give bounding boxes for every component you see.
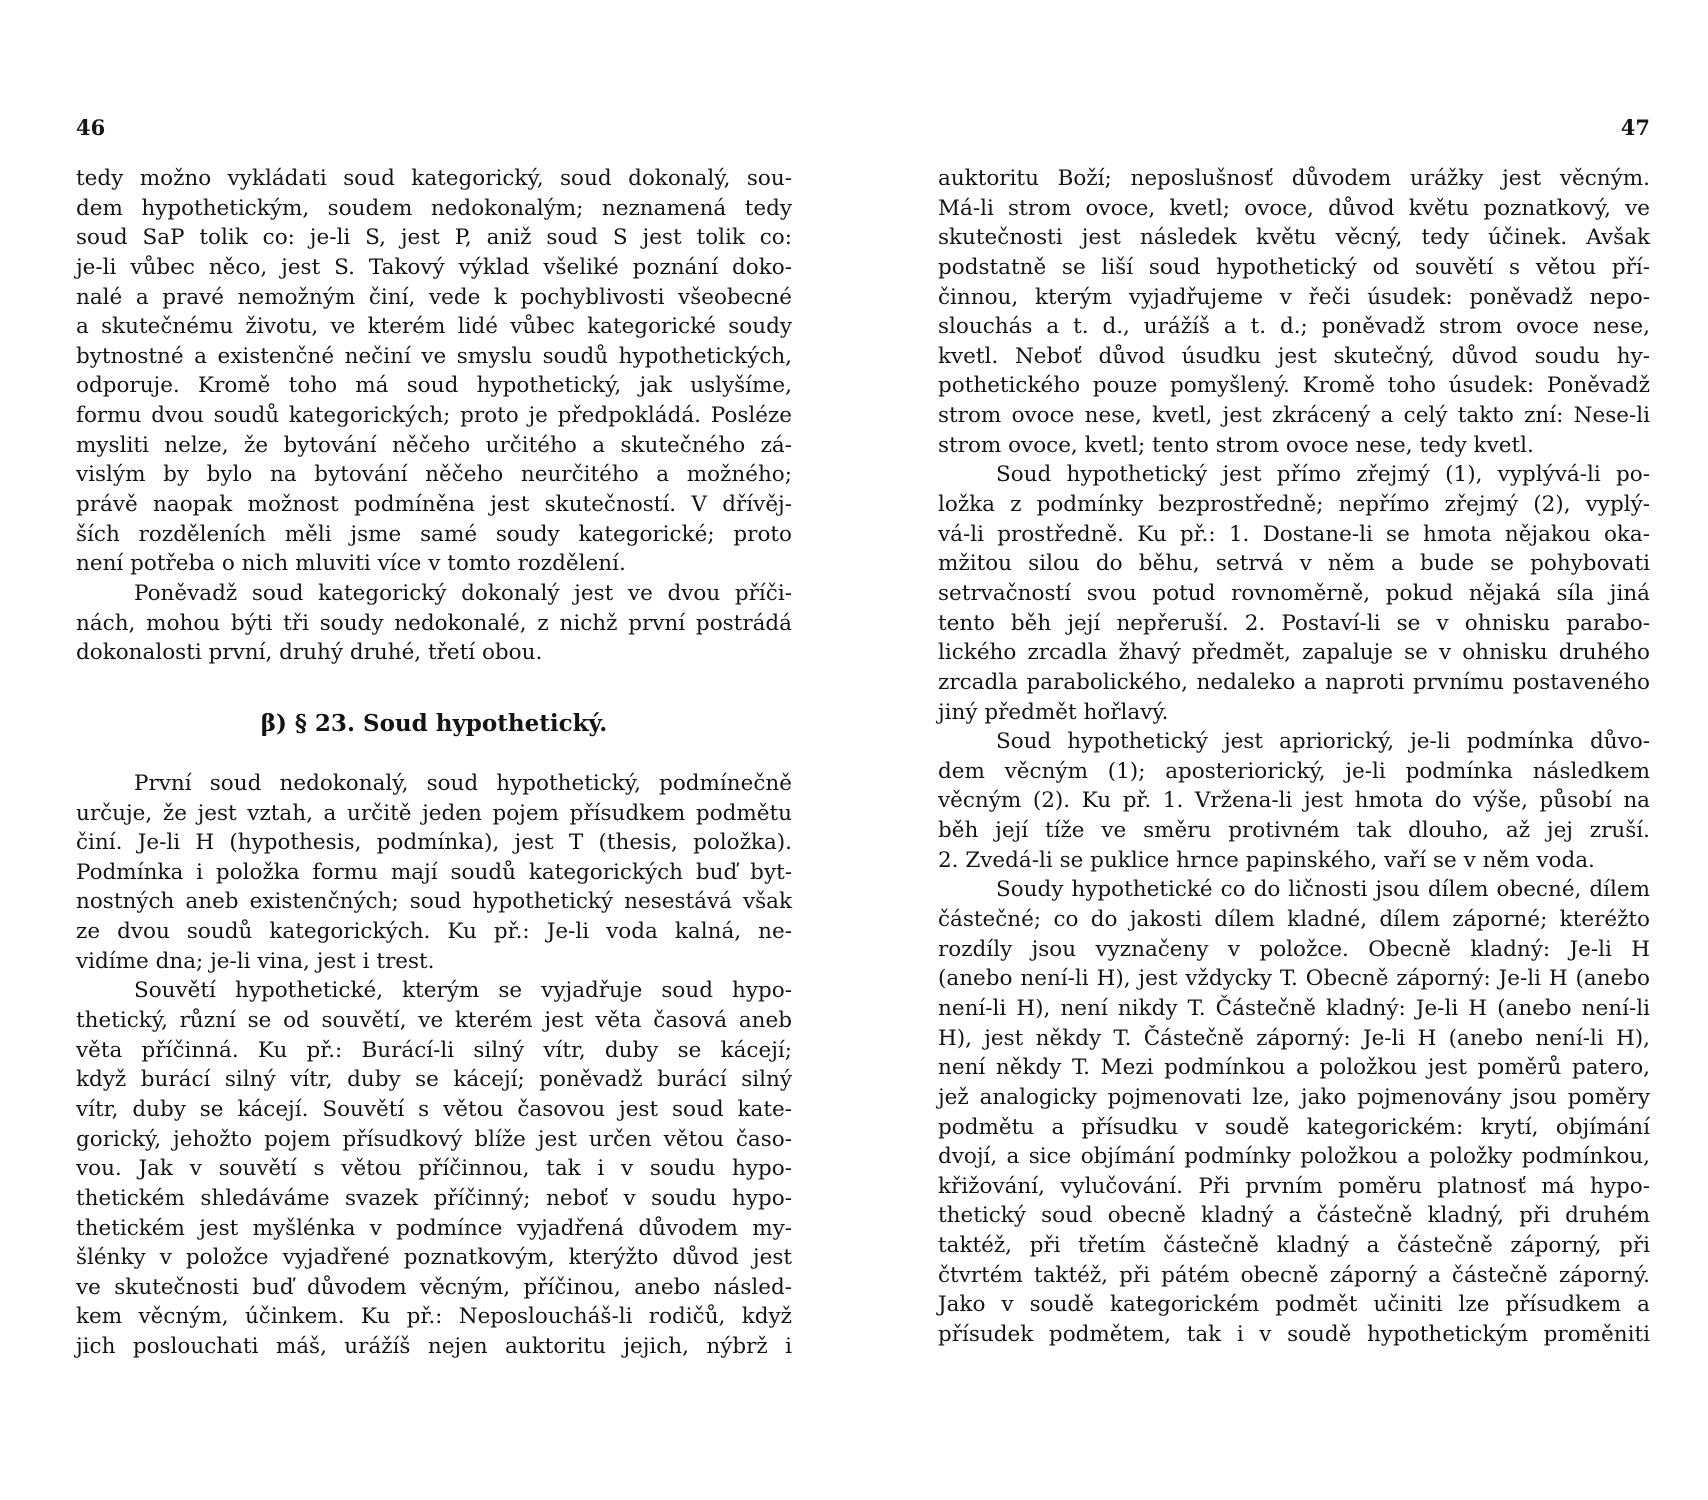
text-line: pothetického pouze pomyšlený. Kromě toho úsudek: Poněvadž (938, 373, 1650, 399)
text-line: dem věcným (1); aposteriorický, je-li podmínka následkem (938, 758, 1650, 784)
text-line: nostných aneb existenčných; soud hypothetický nesestává však (76, 889, 792, 915)
text-line: přísudek podmětem, tak i v soudě hypothetickým proměniti (938, 1321, 1650, 1347)
text-line: Podmínka i položka formu mají soudů kategorických buď byt- (76, 859, 792, 885)
text-line: 2. Zvedá-li se puklice hrnce papinského, vaří se v něm voda. (938, 847, 1595, 873)
paragraph (76, 769, 792, 976)
text-line: činnou, kterým vyjadřujeme v řeči úsudek: poněvadž nepo- (938, 284, 1650, 310)
text-line: bytnostné a existenčné nečiní ve smyslu soudů hypothetických, (76, 343, 792, 369)
text-line: thetickém shledáváme svazek příčinný; neboť v soudu hypo- (76, 1185, 792, 1211)
text-line: ve skutečnosti buď důvodem věcným, příčinou, anebo násled- (76, 1274, 792, 1300)
text-line: Má-li strom ovoce, kvetl; ovoce, důvod květu poznatkový, ve (938, 195, 1650, 221)
text-line: není potřeba o nich mluviti více v tomto rozdělení. (76, 551, 626, 577)
text-line: Soudy hypothetické co do ličnosti jsou dílem obecné, dílem (996, 877, 1650, 903)
text-line: určuje, že jest vztah, a určitě jeden pojem přísudkem podmětu (76, 800, 792, 826)
text-line: taktéž, při třetím částečně kladný a částečně záporný, při (938, 1233, 1650, 1259)
text-line: podstatně se liší soud hypothetický od souvětí s větou pří- (938, 254, 1650, 280)
paragraph (76, 579, 792, 668)
text-line: formu dvou soudů kategorických; proto je předpokládá. Posléze (76, 403, 792, 429)
text-line: křižování, vylučování. Při prvním poměru platnosť má hypo- (938, 1173, 1650, 1199)
text-line: skutečnosti jest následek květu věcný, tedy účinek. Avšak (938, 225, 1650, 251)
text-line: Souvětí hypothetické, kterým se vyjadřuje soud hypo- (134, 978, 792, 1004)
text-line: dokonalosti první, druhý druhé, třetí obou. (76, 640, 543, 666)
text-line: čtvrtém taktéž, při pátém obecně záporný a částečně záporný. (938, 1262, 1650, 1288)
text-line: Poněvadž soud kategorický dokonalý jest ve dvou příči- (134, 580, 792, 606)
text-line: vou. Jak v souvětí s větou příčinnou, tak i v soudu hypo- (76, 1156, 792, 1182)
text-line: První soud nedokonalý, soud hypothetický, podmínečně (134, 770, 792, 796)
text-line: dem hypothetickým, soudem nedokonalým; neznamená tedy (76, 195, 792, 221)
left-page (76, 0, 792, 1500)
text-line: Jako v soudě kategorickém podmět učiniti lze přísudkem a (938, 1292, 1650, 1318)
text-line: thetický soud obecně kladný a částečně kladný, při druhém (938, 1203, 1650, 1229)
text-line: ších rozděleních měli jsme samé soudy kategorické; proto (76, 521, 792, 547)
text-line: Soud hypothetický jest přímo zřejmý (1), vyplývá-li po- (996, 462, 1650, 488)
text-line: není někdy T. Mezi podmínkou a položkou jest poměrů patero, (938, 1055, 1650, 1081)
text-line: thetický, různí se od souvětí, ve kterém jest věta časová aneb (76, 1008, 792, 1034)
text-line: vítr, duby se kácejí. Souvětí s větou časovou jest soud kate- (76, 1096, 792, 1122)
page-number-right: 47 (1620, 115, 1650, 140)
text-line: když burácí silný vítr, duby se kácejí; poněvadž burácí silný (76, 1067, 792, 1093)
text-line: gorický, jehožto pojem přísudkový blíže jest určen větou časo- (76, 1126, 792, 1152)
text-line: činí. Je-li H (hypothesis, podmínka), jest T (thesis, položka). (76, 830, 792, 856)
text-line: jich poslouchati máš, urážíš nejen auktoritu jejich, nýbrž i (76, 1334, 792, 1360)
text-line: právě naopak možnost podmíněna jest skutečností. V dřívěj- (76, 492, 792, 518)
right-page (938, 0, 1650, 1500)
text-line: nách, mohou býti tři soudy nedokonalé, z nichž první postrádá (76, 610, 792, 636)
paragraph (938, 164, 1650, 460)
paragraph (938, 875, 1650, 1349)
text-line: kem věcným, účinkem. Ku př.: Neposloucháš-li rodičů, když (76, 1304, 792, 1330)
text-line: je-li vůbec něco, jest S. Takový výklad všeliké poznání doko- (76, 254, 792, 280)
paragraph (76, 976, 792, 1361)
text-line: vidíme dna; je-li vina, jest i trest. (76, 948, 435, 974)
text-line: tedy možno vykládati soud kategorický, soud dokonalý, sou- (76, 166, 792, 191)
text-line: ložka z podmínky bezprostředně; nepřímo zřejmý (2), vyplý- (938, 492, 1650, 518)
text-line: dvojí, a sice objímání podmínky položkou a položky podmínkou, (938, 1144, 1650, 1170)
text-line: zrcadla parabolického, nedaleko a naproti prvnímu postaveného (938, 669, 1650, 695)
text-line: jiný předmět hořlavý. (938, 699, 1169, 725)
text-line: auktoritu Boží; neposlušnosť důvodem urážky jest věcným. (938, 166, 1650, 191)
text-line: soud SaP tolik co: je-li S, jest P, aniž soud S jest tolik co: (76, 225, 792, 251)
page-number-left: 46 (76, 115, 106, 140)
text-line: podmětu a přísudku v soudě kategorickém: krytí, objímání (938, 1114, 1650, 1140)
paragraph (938, 460, 1650, 727)
text-line: částečné; co do jakosti dílem kladné, dílem záporné; kteréžto (938, 907, 1650, 933)
text-line: strom ovoce nese, kvetl, jest zkrácený a celý takto zní: Nese-li (938, 403, 1650, 429)
right-text-block (938, 164, 1650, 1350)
text-line: kvetl. Neboť důvod úsudku jest skutečný, důvod soudu hy- (938, 343, 1650, 369)
text-line: a skutečnému životu, ve kterém lidé vůbec kategorické soudy (76, 314, 792, 340)
section-heading: β) § 23. Soud hypothetický. (260, 709, 608, 737)
text-line: Soud hypothetický jest apriorický, je-li podmínka důvo- (996, 729, 1650, 755)
text-line: věcným (2). Ku př. 1. Vržena-li jest hmota do výše, působí na (938, 788, 1650, 814)
text-line: tento běh její nepřeruší. 2. Postaví-li se v ohnisku parabo- (938, 610, 1650, 636)
text-line: běh její tíže ve směru protivném tak dlouho, až jej zruší. (938, 818, 1650, 844)
text-line: mžitou silou do běhu, setrvá v něm a bude se pohybovati (938, 551, 1650, 577)
text-line: mysliti nelze, že bytování něčeho určitého a skutečného zá- (76, 432, 792, 458)
text-line: není-li H), není nikdy T. Částečně kladný: Je-li H (anebo není-li (938, 995, 1650, 1021)
text-line: odporuje. Kromě toho má soud hypothetický, jak uslyšíme, (76, 373, 792, 399)
text-line: šlénky v položce vyjadřené poznatkovým, kterýžto důvod jest (76, 1245, 792, 1271)
text-line: (anebo není-li H), jest vždycky T. Obecně záporný: Je-li H (anebo (938, 966, 1650, 992)
text-line: vá-li prostředně. Ku př.: 1. Dostane-li se hmota nějakou oka- (938, 521, 1650, 547)
text-line: slouchás a t. d., urážíš a t. d.; poněvadž strom ovoce nese, (938, 314, 1650, 340)
text-line: ze dvou soudů kategorických. Ku př.: Je-li voda kalná, ne- (76, 919, 792, 945)
paragraph (76, 164, 792, 579)
text-line: věta příčinná. Ku př.: Burácí-li silný vítr, duby se kácejí; (76, 1037, 792, 1063)
left-text-block (76, 164, 792, 1362)
text-line: vislým by bylo na bytování něčeho neurčitého a možného; (76, 462, 792, 488)
text-line: thetickém jest myšlénka v podmínce vyjadřená důvodem my- (76, 1215, 792, 1241)
text-line: lického zrcadla žhavý předmět, zapaluje se v ohnisku druhého (938, 640, 1650, 666)
text-line: setrvačností svou potud rovnoměrně, pokud nějaká síla jiná (938, 580, 1650, 606)
paragraph (938, 727, 1650, 875)
text-line: rozdíly jsou vyznačeny v položce. Obecně kladný: Je-li H (938, 936, 1650, 962)
text-line: nalé a pravé nemožným činí, vede k pochyblivosti všeobecné (76, 284, 792, 310)
text-line: strom ovoce, kvetl; tento strom ovoce nese, tedy kvetl. (938, 432, 1534, 458)
text-line: jež analogicky pojmenovati lze, jako pojmenovány jsou poměry (938, 1084, 1650, 1110)
text-line: H), jest někdy T. Částečně záporný: Je-li H (anebo není-li H), (938, 1025, 1650, 1051)
